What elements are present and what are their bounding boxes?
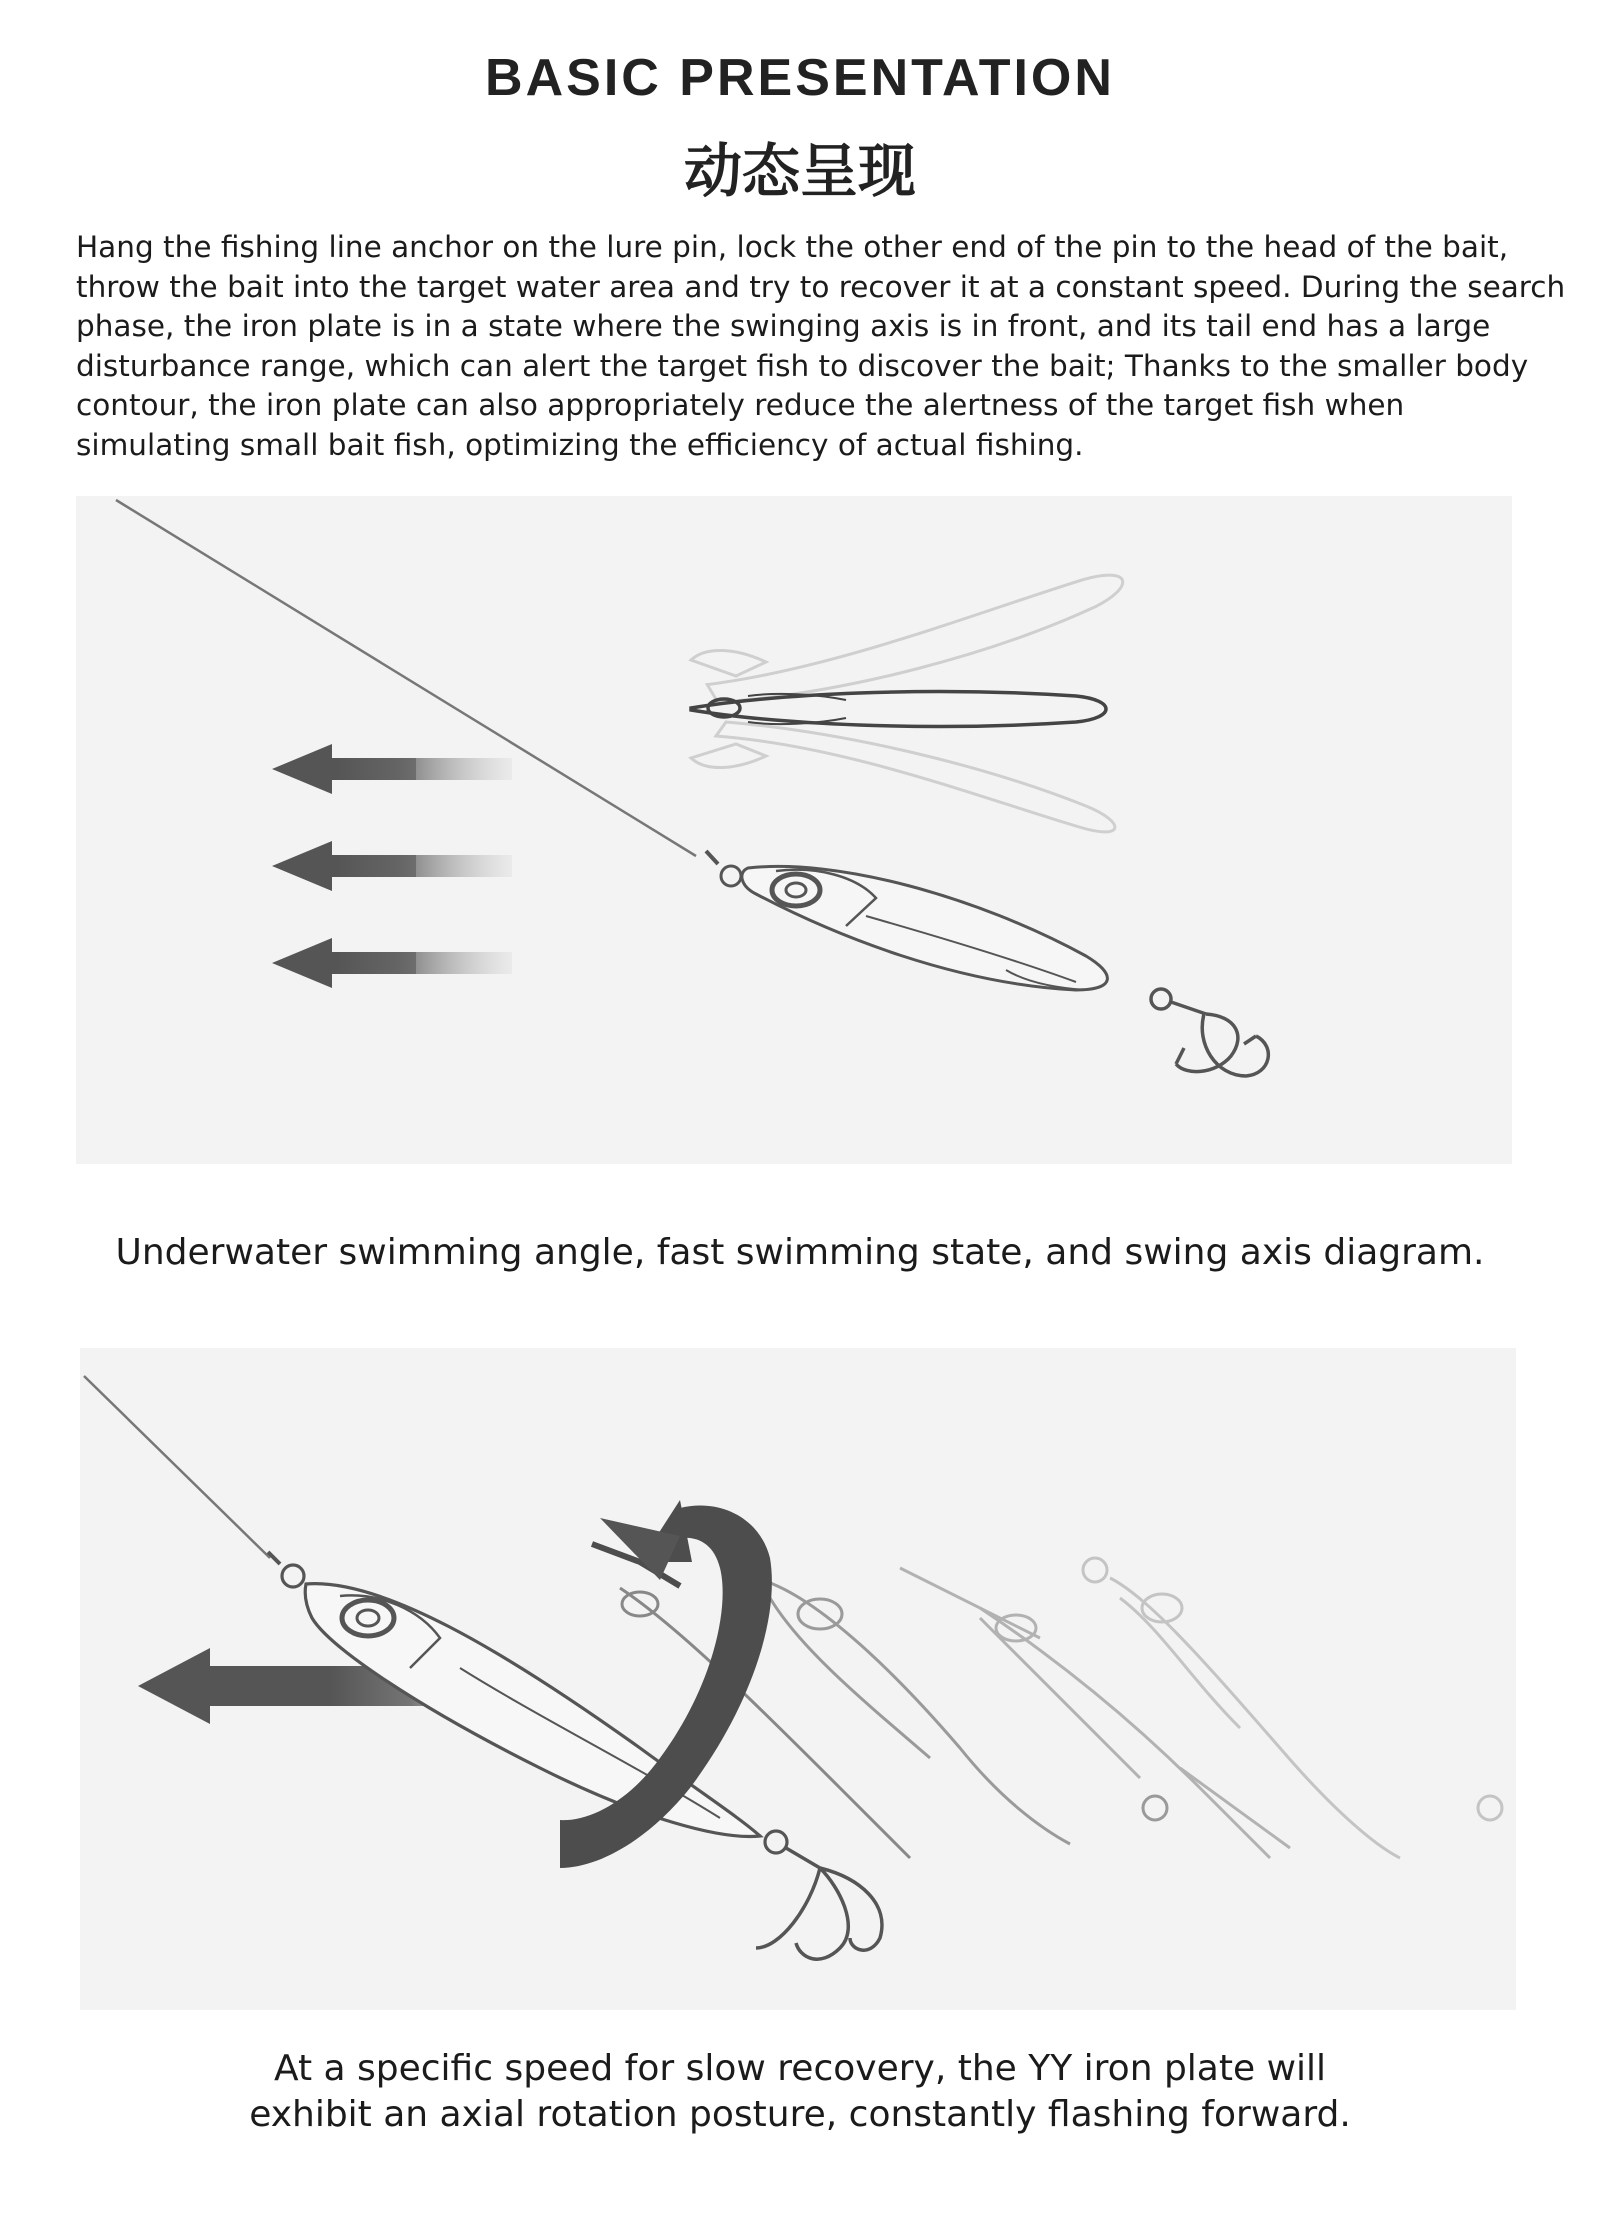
rotation-arrow-icon [560,1500,772,1868]
lure-icon [736,1560,1167,1844]
page-title: BASIC PRESENTATION [485,49,1115,107]
figure1-caption: Underwater swimming angle, fast swimming state, and swing axis diagram. [115,1232,1485,1273]
swimming-diagram [76,496,1512,1164]
treble-hook-icon [1151,989,1268,1076]
lure-icon [1083,1558,1502,1858]
lure-icon [706,851,1107,990]
left-arrow-icon [272,841,512,891]
lure-icon [900,1568,1290,1858]
page-subtitle: 动态呈现 [683,137,916,205]
intro-paragraph: Hang the fishing line anchor on the lure pin, lock the other end of the pin to the head of the bait, throw the bait into the target water area and try to recover it at a constant speed. During the search phase, the iron plate is in a state where the swinging axis is in front, and its tail end has a large disturbance range, which can alert the target fish to discover the bait; Thanks to the smaller body contour, the iron plate can also appropriately reduce the alertness of the target fish when simulating small bait fish, optimizing the efficiency of actual fishing. [76,230,1566,462]
figure2-caption [0,2046,1600,2138]
figure2-caption-line1: At a specific speed for slow recovery, the YY iron plate will [273,2048,1327,2089]
rotation-diagram-illustration [80,1348,1516,2010]
figure2-caption-line2: exhibit an axial rotation posture, constantly flashing forward. [249,2094,1351,2135]
left-arrow-icon [272,938,512,988]
rotation-diagram [80,1348,1516,2010]
swimming-diagram-illustration [76,496,1512,1164]
left-arrow-icon [272,744,512,794]
fishing-line [84,1376,270,1558]
swing-axis-icon [691,575,1126,832]
treble-hook-icon [756,1848,882,1959]
fishing-line [116,500,696,856]
